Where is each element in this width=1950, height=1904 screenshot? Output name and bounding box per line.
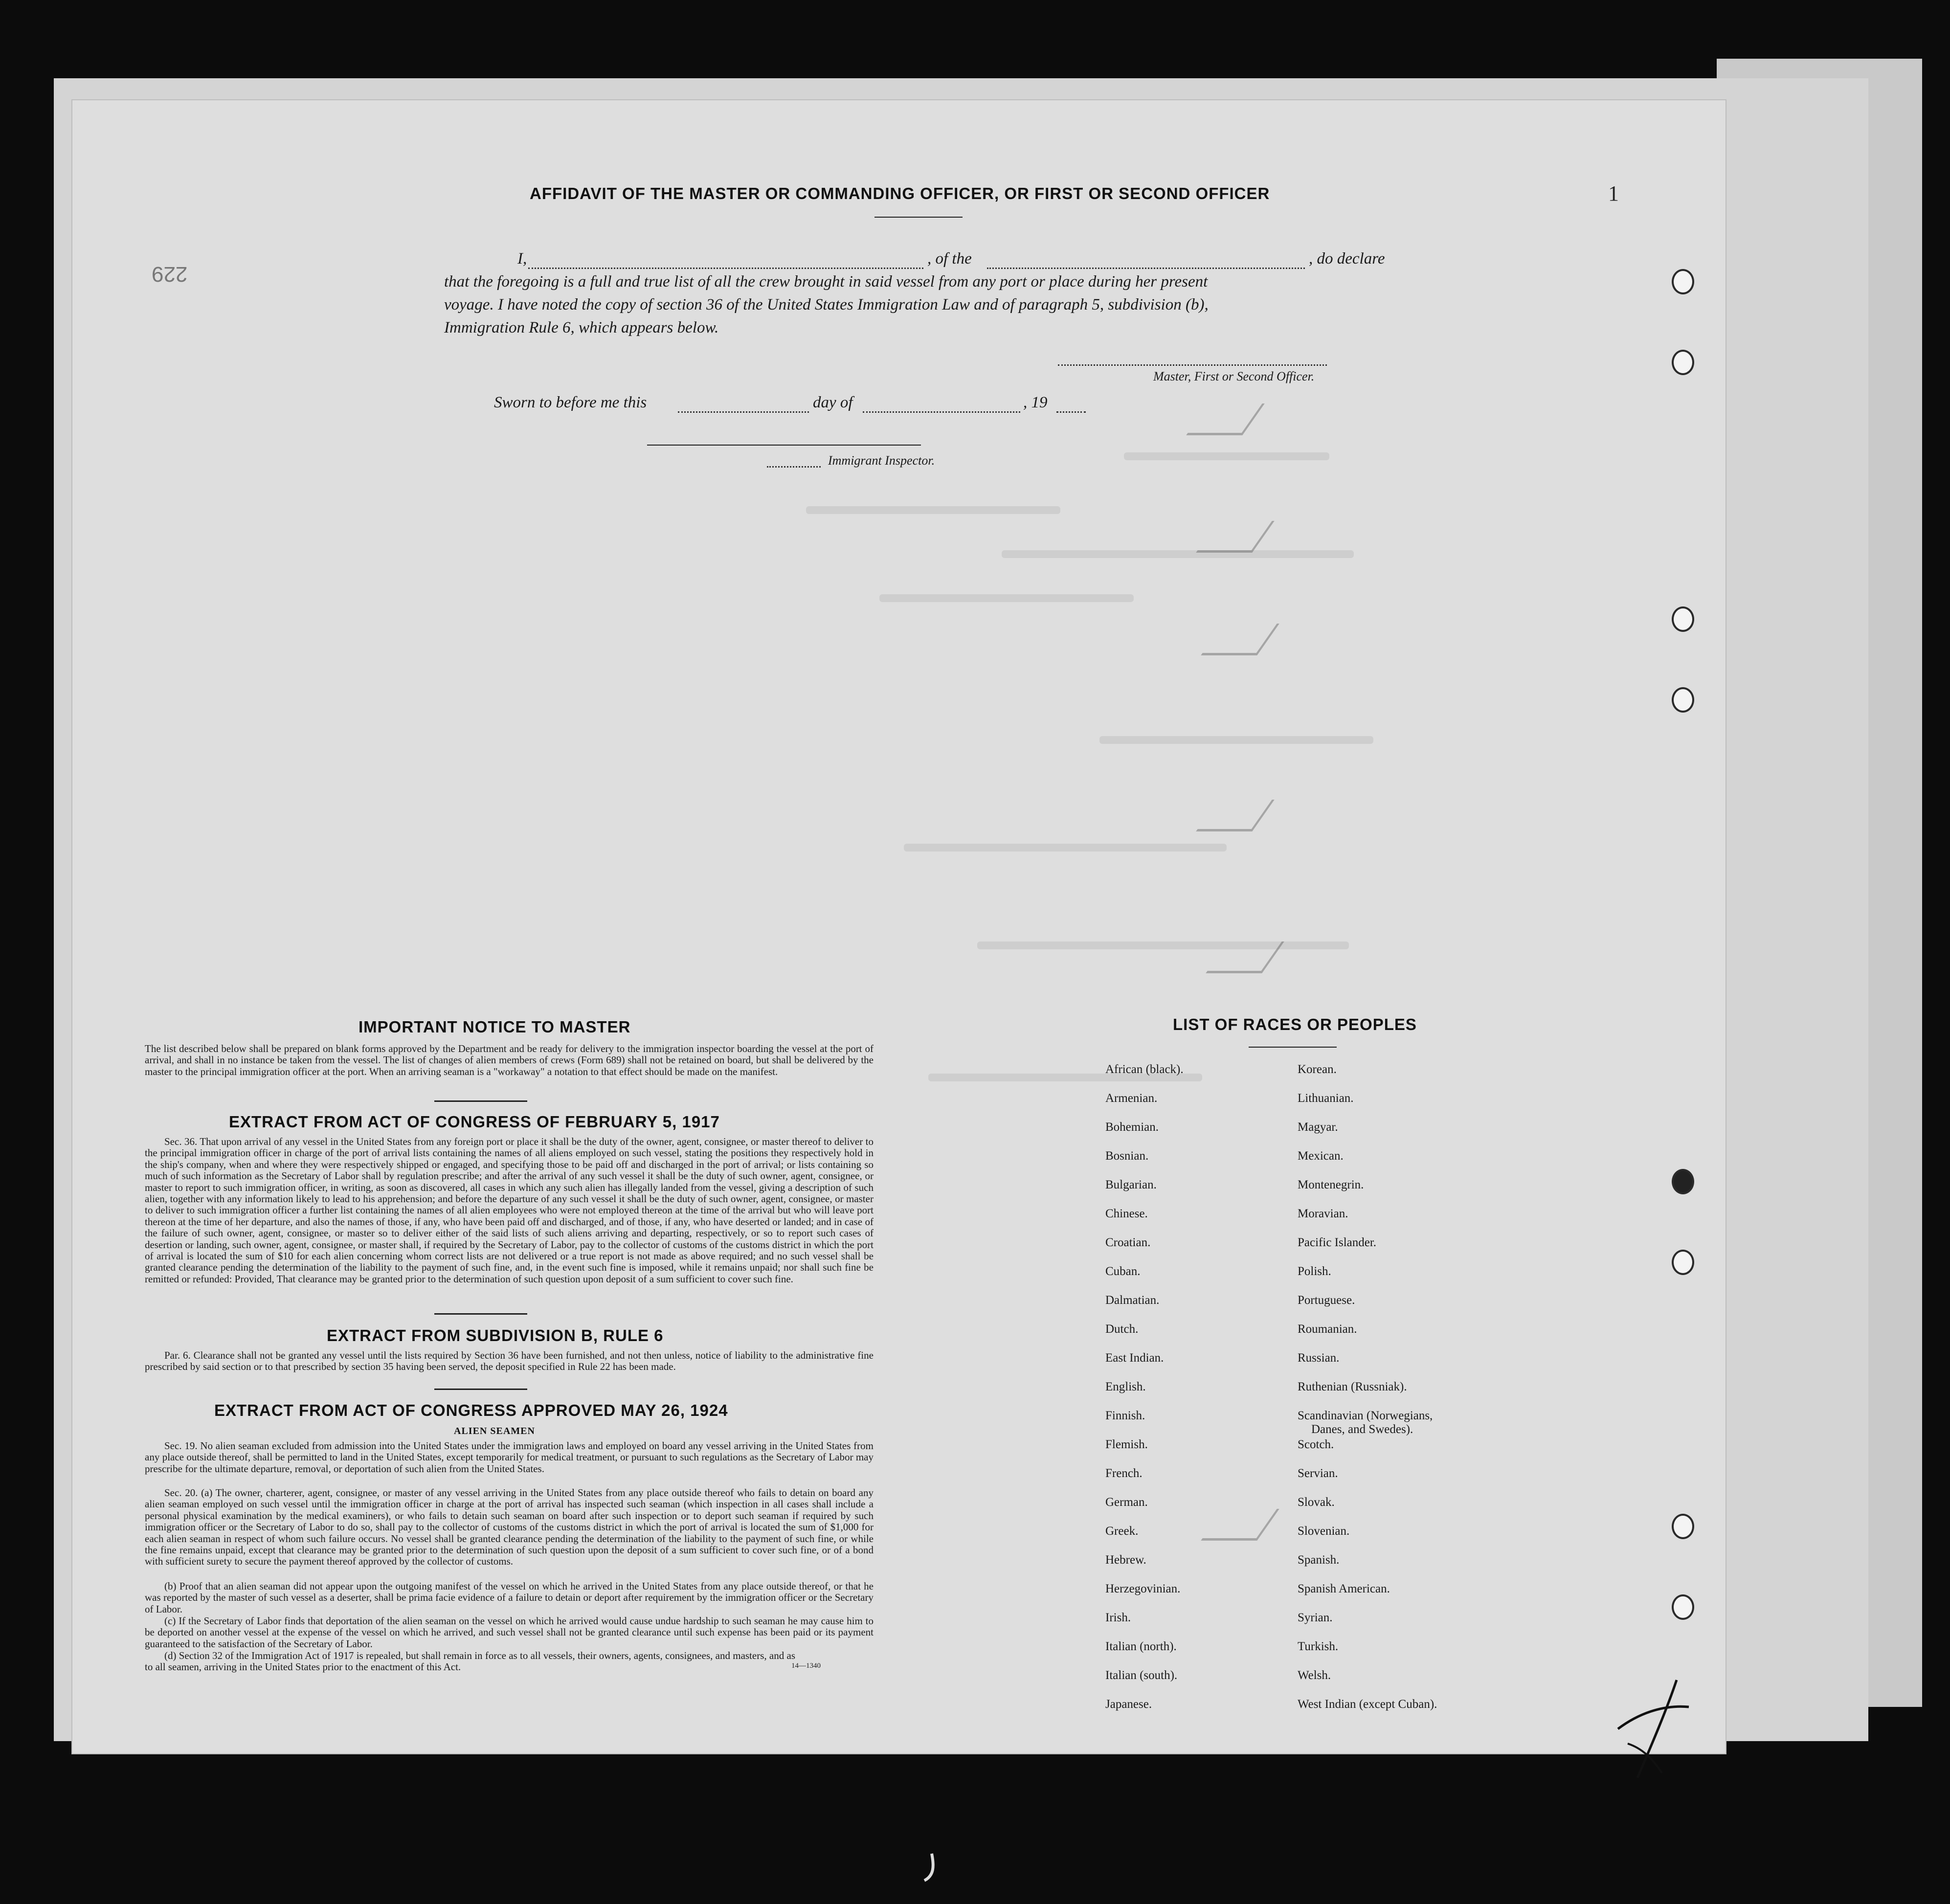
bleed-through xyxy=(977,941,1349,949)
race-entry: Dalmatian. xyxy=(1105,1294,1160,1307)
race-entry: Russian. xyxy=(1298,1351,1340,1365)
race-entry: Montenegrin. xyxy=(1298,1178,1364,1191)
document-page xyxy=(72,100,1726,1753)
race-entry: Cuban. xyxy=(1105,1265,1141,1278)
race-entry: Polish. xyxy=(1298,1265,1331,1278)
race-entry: Slovenian. xyxy=(1298,1524,1350,1538)
affidavit-text-line: Immigration Rule 6, which appears below. xyxy=(444,319,719,336)
binder-hole xyxy=(1672,1594,1694,1620)
race-entry: Bohemian. xyxy=(1105,1120,1159,1134)
sworn-month-blank xyxy=(863,411,1020,413)
bleed-through xyxy=(1124,452,1329,460)
name-blank xyxy=(528,268,923,269)
extract-1924-subtitle: ALIEN SEAMEN xyxy=(454,1426,535,1436)
race-entry: West Indian (except Cuban). xyxy=(1298,1698,1437,1711)
race-entry: Dutch. xyxy=(1105,1322,1139,1336)
corner-mark: 1 xyxy=(1608,181,1619,205)
bottom-margin-mark xyxy=(922,1851,941,1885)
race-entry: Slovak. xyxy=(1298,1496,1335,1509)
title-underline xyxy=(874,217,963,218)
bleed-check-mark xyxy=(1196,521,1275,553)
handwritten-cross-mark xyxy=(1608,1670,1691,1783)
binder-hole xyxy=(1672,606,1694,632)
year-label: , 19 xyxy=(1023,394,1048,411)
sworn-year-blank xyxy=(1056,411,1086,413)
section-divider xyxy=(434,1313,527,1315)
race-entry: Italian (north). xyxy=(1105,1640,1177,1653)
binder-hole xyxy=(1672,350,1694,375)
binder-hole xyxy=(1672,1514,1694,1539)
race-entry: Bulgarian. xyxy=(1105,1178,1157,1191)
day-of-label: day of xyxy=(813,394,853,411)
race-entry: English. xyxy=(1105,1380,1146,1393)
title-underline xyxy=(1249,1047,1337,1048)
extract-1924-sec20d: (d) Section 32 of the Immigration Act of 1917 is repealed, but shall remain in force as to all vessels, their owners, agents, consignees, and masters, and as to all seamen, arriving in the United States prior to the enactment of this Act. xyxy=(145,1650,795,1673)
inspector-signature-label: Immigrant Inspector. xyxy=(828,453,935,468)
extract-1924-sec20b: (b) Proof that an alien seaman did not appear upon the outgoing manifest of the vessel on which he arrived in the United States from any place outside thereof, or that he was reported by the master of such vessel as a deserter, shall be prima facie evidence of a failure to detain or deport after requirement by the immigration officer or the Secretary of Labor. xyxy=(145,1580,874,1615)
binder-hole xyxy=(1672,1169,1694,1194)
race-entry: Portuguese. xyxy=(1298,1294,1355,1307)
extract-1917-title: EXTRACT FROM ACT OF CONGRESS OF FEBRUARY 5, 1917 xyxy=(229,1113,720,1131)
sworn-day-blank xyxy=(678,411,809,413)
race-entry: Chinese. xyxy=(1105,1207,1148,1220)
extract-1917-body: Sec. 36. That upon arrival of any vessel in the United States from any foreign port or place it shall be the duty of the owner, agent, consignee, or master thereof to deliver to the principal immigration officer in charge of the port of arrival lists containing the names of all aliens employed on such vessel, stating the positions they respectively hold in the ship's company, when and where they were respectively shipped or engaged, and specifying those to be paid off and discharged in the port of arrival; or lists containing so much of such information as the Secretary of Labor shall by regulation prescribe; and after the arrival of any such vessel it shall be the duty of such owner, agent, consignee, or master to report to such immigration officer, in writing, as soon as discovered, all cases in which any such alien has illegally landed from the vessel, giving a description of such alien, together with any information likely to lead to his apprehension; and before the departure of any such vessel it shall be the duty of such owner, agent, consignee, or master to deliver to such immigration officer a further list containing the names of all alien employees who were not employed thereon at the time of the arrival but who will leave port thereon at the time of her departure, and also the names of those, if any, who have been paid off and discharged, and of those, if any, who have deserted or landed; and in case of the failure of such owner, agent, consignee, or master so to deliver either of the said lists of such aliens arriving and departing, respectively, or so to report such cases of desertion or landing, such owner, agent, consignee, or master shall, if required by the Secretary of Labor, pay to the collector of customs of the customs district in which the port of arrival is located the sum of $10 for each alien concerning whom correct lists are not delivered or a true report is not made as above required; and no such vessel shall be granted clearance pending the determination of the liability to the payment of such fine, and, in the event such fine is imposed, while it remains unpaid; nor shall such fine be remitted or refunded: Provided, That clearance may be granted prior to the determination of such question upon deposit of a sum sufficient to cover such fine. xyxy=(145,1136,874,1285)
race-entry: Herzegovinian. xyxy=(1105,1582,1181,1595)
binder-hole xyxy=(1672,269,1694,294)
vessel-blank xyxy=(987,268,1305,269)
i-label: I, xyxy=(517,250,527,268)
race-entry: Turkish. xyxy=(1298,1640,1339,1653)
do-declare-label: , do declare xyxy=(1309,250,1385,268)
race-entry: Irish. xyxy=(1105,1611,1131,1624)
extract-1924-sec19: Sec. 19. No alien seaman excluded from admission into the United States under the immigration laws and employed on board any vessel arriving in the United States from any place outside thereof, shall be permitted to land in the United States, except temporarily for medical treatment, or pursuant to such regulations as the Secretary of Labor may prescribe for the ultimate departure, removal, or deportation of such alien from the United States. xyxy=(145,1440,874,1475)
bleed-through xyxy=(1002,550,1354,558)
extract-1924-title: EXTRACT FROM ACT OF CONGRESS APPROVED MAY 26, 1924 xyxy=(214,1401,728,1419)
binder-hole xyxy=(1672,687,1694,713)
form-number: 14—1340 xyxy=(791,1662,821,1670)
race-entry: Syrian. xyxy=(1298,1611,1333,1624)
race-entry: Bosnian. xyxy=(1105,1149,1149,1163)
notice-title: IMPORTANT NOTICE TO MASTER xyxy=(359,1018,631,1036)
extract-1924-sec20c: (c) If the Secretary of Labor finds that deportation of the alien seaman on the vessel on which he arrived would cause undue hardship to such seaman he may cause him to be deported on another vessel at the expense of the vessel on which he arrived, and such vessel shall not be granted clearance until such expense has been paid or its payment guaranteed to the satisfaction of the Secretary of Labor. xyxy=(145,1615,874,1650)
bleed-check-mark xyxy=(1201,1509,1279,1541)
race-entry: Welsh. xyxy=(1298,1669,1331,1682)
race-entry: Mexican. xyxy=(1298,1149,1344,1163)
race-entry: Greek. xyxy=(1105,1524,1139,1538)
race-entry: Danes, and Swedes). xyxy=(1311,1423,1413,1436)
subdivision-title: EXTRACT FROM SUBDIVISION B, RULE 6 xyxy=(327,1326,664,1344)
affidavit-text-line: that the foregoing is a full and true list of all the crew brought in said vessel from any port or place during her present xyxy=(444,273,1208,291)
race-entry: Magyar. xyxy=(1298,1120,1338,1134)
affidavit-text-line: voyage. I have noted the copy of section 36 of the United States Immigration Law and of paragraph 5, subdivision (b), xyxy=(444,296,1209,314)
extract-1924-sec20a: Sec. 20. (a) The owner, charterer, agent, consignee, or master of any vessel arriving in the United States from any place outside thereof who fails to detain on board any alien seaman employed on such vessel until the immigration officer in charge at the port of arrival has inspected such seaman (which inspection in all cases shall include a personal physical examination by the medical examiners), or who fails to detain such seaman on board after such inspection or to deport such seaman if required by such immigration officer or the Secretary of Labor to do so, shall pay to the collector of customs of the customs district in which the port of arrival is located the sum of $1,000 for each alien seaman in respect of whom such failure occurs. No vessel shall be granted clearance pending the determination of the liability to the payment of such fine, or while the fine remains unpaid, except that clearance may be granted prior to the determination of such question upon the deposit of a sum sufficient to cover such fine, or of a bond with sufficient surety to secure the payment thereof approved by the collector of customs. xyxy=(145,1487,874,1568)
subdivision-body: Par. 6. Clearance shall not be granted any vessel until the lists required by Section 36 have been furnished, and not then unless, notice of liability to the administrative fine prescribed by said section or to that prescribed by section 35 having been served, the deposit specified in Rule 22 has been made. xyxy=(145,1349,874,1373)
binder-hole xyxy=(1672,1250,1694,1275)
master-signature-line xyxy=(1058,364,1327,366)
section-divider xyxy=(434,1389,527,1390)
bleed-through xyxy=(806,506,1060,514)
of-the-label: , of the xyxy=(927,250,972,268)
race-entry: Finnish. xyxy=(1105,1409,1145,1422)
margin-number: 229 xyxy=(152,262,188,286)
master-signature-label: Master, First or Second Officer. xyxy=(1153,369,1315,383)
race-entry: Italian (south). xyxy=(1105,1669,1178,1682)
affidavit-title: AFFIDAVIT OF THE MASTER OR COMMANDING OFFICER, OR FIRST OR SECOND OFFICER xyxy=(530,184,1270,202)
race-entry: Scandinavian (Norwegians, xyxy=(1298,1409,1433,1422)
notice-body: The list described below shall be prepared on blank forms approved by the Department and be ready for delivery to the immigration inspector boarding the vessel at the port of arrival, and shall in no instance be taken from the vessel. The list of changes of alien members of crews (Form 689) shall not be retained on board, but shall be delivered by the master to the principal immigration officer at the port. When an arriving seaman is a "workaway" a notation to that effect should be made on the manifest. xyxy=(145,1043,874,1077)
race-entry: Japanese. xyxy=(1105,1698,1152,1711)
inspector-signature-line xyxy=(647,445,921,446)
race-entry: French. xyxy=(1105,1467,1143,1480)
race-entry: Ruthenian (Russniak). xyxy=(1298,1380,1407,1393)
bleed-through xyxy=(1099,736,1373,744)
races-title: LIST OF RACES OR PEOPLES xyxy=(1173,1015,1417,1033)
inspector-dotted-lead xyxy=(767,466,821,468)
race-entry: German. xyxy=(1105,1496,1148,1509)
race-entry: Scotch. xyxy=(1298,1438,1334,1451)
bleed-check-mark xyxy=(1201,624,1279,655)
sworn-label: Sworn to before me this xyxy=(494,394,647,411)
race-entry: African (black). xyxy=(1105,1063,1184,1076)
section-divider xyxy=(434,1100,527,1102)
race-entry: Lithuanian. xyxy=(1298,1092,1354,1105)
race-entry: Pacific Islander. xyxy=(1298,1236,1377,1249)
race-entry: East Indian. xyxy=(1105,1351,1164,1365)
bleed-check-mark xyxy=(1196,800,1275,831)
race-entry: Flemish. xyxy=(1105,1438,1148,1451)
bleed-check-mark xyxy=(1186,403,1265,435)
race-entry: Croatian. xyxy=(1105,1236,1151,1249)
race-entry: Servian. xyxy=(1298,1467,1338,1480)
race-entry: Spanish American. xyxy=(1298,1582,1390,1595)
race-entry: Hebrew. xyxy=(1105,1553,1146,1567)
race-entry: Moravian. xyxy=(1298,1207,1348,1220)
race-entry: Roumanian. xyxy=(1298,1322,1357,1336)
race-entry: Armenian. xyxy=(1105,1092,1158,1105)
race-entry: Korean. xyxy=(1298,1063,1337,1076)
bleed-through xyxy=(904,844,1227,851)
race-entry: Spanish. xyxy=(1298,1553,1340,1567)
bleed-through xyxy=(879,594,1134,602)
